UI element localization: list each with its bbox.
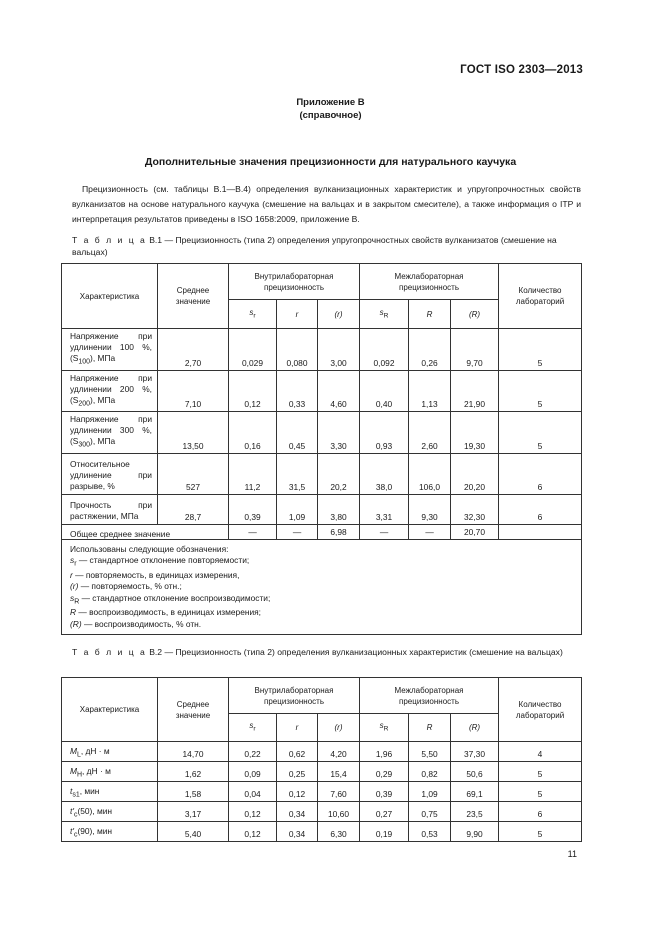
table-cell: 1,09 (409, 782, 451, 802)
table-cell: 38,0 (360, 454, 409, 495)
table-cell: 10,60 (318, 802, 360, 822)
table-cell: 0,16 (229, 412, 277, 454)
table-cell: 4 (499, 742, 582, 762)
table-cell: 1,09 (277, 495, 318, 525)
table2-caption (72, 646, 584, 658)
row-label: Прочность при растяжении, МПа (62, 495, 158, 525)
table-row (62, 370, 582, 412)
table-cell: 11,2 (229, 454, 277, 495)
table-cell: 0,25 (277, 762, 318, 782)
table-cell: 32,30 (451, 495, 499, 525)
note-r-paren: (r) — повторяемость, % отн.; (70, 581, 182, 592)
table2-header-sr: $s_r$ (229, 714, 277, 742)
table-cell: 5 (499, 782, 582, 802)
table1-header-within: Внутрилабораторная прецизионность (229, 264, 360, 300)
table-cell: 0,12 (277, 782, 318, 802)
table1-caption-text: В.1 — Прецизионность (типа 2) определения упругопрочностных свойств вулканизатов (смешение на вальцах) (72, 235, 557, 257)
table2-header-R-paren: (R) (451, 714, 499, 742)
table1-overall-cell: 20,70 (451, 525, 499, 540)
table-cell: 4,20 (318, 742, 360, 762)
table-cell: 5 (499, 329, 582, 371)
table1-header-r: r (277, 300, 318, 329)
table-cell: 6,30 (318, 822, 360, 842)
table-cell: 0,092 (360, 329, 409, 371)
table-cell: 0,53 (409, 822, 451, 842)
table-cell: 5,40 (158, 822, 229, 842)
table-cell: 21,90 (451, 370, 499, 412)
table-row (62, 329, 582, 371)
table1-notes-row (62, 540, 582, 635)
table2-header-sR: $s_R$ (360, 714, 409, 742)
note-sr: $s_r$ — стандартное отклонение повторяемости; (70, 555, 250, 568)
table1-caption (72, 234, 584, 258)
table-cell: 3,30 (318, 412, 360, 454)
table2-header-characteristic: Характеристика (62, 678, 158, 742)
notes-intro: Использованы следующие обозначения: (70, 544, 229, 555)
table-cell: 0,27 (360, 802, 409, 822)
table-cell: 0,09 (229, 762, 277, 782)
table-row (62, 454, 582, 495)
table-cell: 3,00 (318, 329, 360, 371)
table-cell: 2,70 (158, 329, 229, 371)
table-cell: 3,17 (158, 802, 229, 822)
table1-header-characteristic: Характеристика (62, 264, 158, 329)
row-label: $t_{s1}$, мин (62, 782, 158, 802)
table2-header-between: Межлабораторная прецизионность (360, 678, 499, 714)
table-cell: 0,93 (360, 412, 409, 454)
table1-header-R: R (409, 300, 451, 329)
table-cell: 0,22 (229, 742, 277, 762)
table-cell: 14,70 (158, 742, 229, 762)
table-cell: 28,7 (158, 495, 229, 525)
table-cell: 5 (499, 370, 582, 412)
table-cell: 0,12 (229, 370, 277, 412)
table-cell: 0,080 (277, 329, 318, 371)
table-cell: 0,04 (229, 782, 277, 802)
table-cell: 1,96 (360, 742, 409, 762)
standard-designation: ГОСТ ISO 2303—2013 (460, 64, 583, 76)
table-cell: 20,20 (451, 454, 499, 495)
row-label: Напряжение при удлинении 200 %, $(S_{200})$, МПа (62, 370, 158, 412)
table-cell: 0,39 (229, 495, 277, 525)
row-label: Напряжение при удлинении 300 %, $(S_{300})$, МПа (62, 412, 158, 454)
table-cell: 0,029 (229, 329, 277, 371)
table-cell: 0,39 (360, 782, 409, 802)
table2-header-within: Внутрилабораторная прецизионность (229, 678, 360, 714)
table-cell: 13,50 (158, 412, 229, 454)
table-cell: 1,62 (158, 762, 229, 782)
table-cell: 0,75 (409, 802, 451, 822)
row-label: $M_L$, дН · м (62, 742, 158, 762)
table-cell: 0,26 (409, 329, 451, 371)
table2-header-R: R (409, 714, 451, 742)
table1-header-r-paren: (r) (318, 300, 360, 329)
table-row (62, 762, 582, 782)
table-cell: 0,12 (229, 822, 277, 842)
table2-header-r-paren: (r) (318, 714, 360, 742)
table-cell: 0,34 (277, 822, 318, 842)
row-label: Напряжение при удлинении 100 %, $(S_{100})$, МПа (62, 329, 158, 371)
annex-subtitle: (справочное) (299, 110, 362, 121)
note-R-paren: (R) — воспроизводимость, % отн. (70, 618, 202, 629)
table-cell: 1,58 (158, 782, 229, 802)
table-row (62, 742, 582, 762)
table2-caption-text: В.2 — Прецизионность (типа 2) определения вулканизационных характеристик (смешение на вальцах) (149, 647, 563, 657)
table1-overall-row (62, 525, 582, 540)
table1-header-sR: $s_R$ (360, 300, 409, 329)
annex-title: Приложение В (296, 97, 365, 108)
table-row (62, 495, 582, 525)
table-cell: 0,29 (360, 762, 409, 782)
table1-overall-cell: — (277, 525, 318, 540)
table-cell: 6 (499, 802, 582, 822)
intro-paragraph: Прецизионность (см. таблицы В.1—В.4) определения вулканизационных характеристик и упругопрочностных свойств вулканизатов на основе натурального каучука (смешение на вальцах и в закрытом смесителе), а также информация о ITP и интерпретация результатов приведены в ISO 1658:2009, приложение В. (72, 184, 581, 224)
table-cell: 6 (499, 454, 582, 495)
table-cell: 9,90 (451, 822, 499, 842)
table-cell: 7,60 (318, 782, 360, 802)
table-cell: 0,19 (360, 822, 409, 842)
table-cell: 5,50 (409, 742, 451, 762)
table-cell: 9,30 (409, 495, 451, 525)
table-cell: 31,5 (277, 454, 318, 495)
table-cell: 2,60 (409, 412, 451, 454)
table1-overall-cell: 6,98 (318, 525, 360, 540)
table-cell: 0,12 (229, 802, 277, 822)
table-row (62, 412, 582, 454)
table-cell: 15,4 (318, 762, 360, 782)
table-cell: 0,33 (277, 370, 318, 412)
table-cell: 0,62 (277, 742, 318, 762)
table1-header-between: Межлабораторная прецизионность (360, 264, 499, 300)
table-cell: 20,2 (318, 454, 360, 495)
table-row (62, 782, 582, 802)
table-cell: 0,82 (409, 762, 451, 782)
table2 (61, 677, 582, 842)
table-cell: 6 (499, 495, 582, 525)
row-label: $t'_c(90)$, мин (62, 822, 158, 842)
table-cell: 7,10 (158, 370, 229, 412)
table2-header-r: r (277, 714, 318, 742)
table-cell: 5 (499, 762, 582, 782)
table-cell: 3,31 (360, 495, 409, 525)
table2-caption-prefix: Т а б л и ц а (72, 647, 147, 657)
table-row (62, 802, 582, 822)
table-cell: 3,80 (318, 495, 360, 525)
table-cell: 527 (158, 454, 229, 495)
table-cell: 50,6 (451, 762, 499, 782)
table1-overall-empty (499, 525, 582, 540)
table2-header-mean: Среднее значение (158, 678, 229, 742)
table2-header-labs: Количество лабораторий (499, 678, 582, 742)
table1-header-row-1 (62, 264, 582, 300)
table-cell: 5 (499, 822, 582, 842)
table1-overall-label: Общее среднее значение (62, 525, 229, 540)
section-title: Дополнительные значения прецизионности для натурального каучука (144, 156, 517, 168)
page-number: 11 (567, 849, 577, 859)
table-cell: 19,30 (451, 412, 499, 454)
table-cell: 9,70 (451, 329, 499, 371)
table1-header-sr: $s_r$ (229, 300, 277, 329)
table1-overall-cell: — (229, 525, 277, 540)
table1-caption-prefix: Т а б л и ц а (72, 235, 147, 245)
table-row (62, 822, 582, 842)
table-cell: 0,34 (277, 802, 318, 822)
table-cell: 4,60 (318, 370, 360, 412)
table-cell: 69,1 (451, 782, 499, 802)
table-cell: 23,5 (451, 802, 499, 822)
table-cell: 37,30 (451, 742, 499, 762)
table-cell: 0,45 (277, 412, 318, 454)
table1 (61, 263, 582, 635)
table-cell: 106,0 (409, 454, 451, 495)
table1-overall-cell: — (409, 525, 451, 540)
table1-header-mean: Среднее значение (158, 264, 229, 329)
table2-header-row-1 (62, 678, 582, 714)
row-label: $M_H$, дН · м (62, 762, 158, 782)
table1-header-labs: Количество лабораторий (499, 264, 582, 329)
note-R: R — воспроизводимость, в единицах измерения; (70, 607, 262, 618)
table-cell: 0,40 (360, 370, 409, 412)
note-r: r — повторяемость, в единицах измерения, (70, 570, 240, 581)
table-cell: 5 (499, 412, 582, 454)
table1-overall-cell: — (360, 525, 409, 540)
table1-notes (62, 540, 582, 635)
row-label: $t'_c(50)$, мин (62, 802, 158, 822)
table1-header-R-paren: (R) (451, 300, 499, 329)
note-sR: $s_R$ — стандартное отклонение воспроизводимости; (70, 592, 271, 606)
table-cell: 1,13 (409, 370, 451, 412)
row-label: Относительное удлинение при разрыве, % (62, 454, 158, 495)
annex-heading (0, 96, 661, 122)
